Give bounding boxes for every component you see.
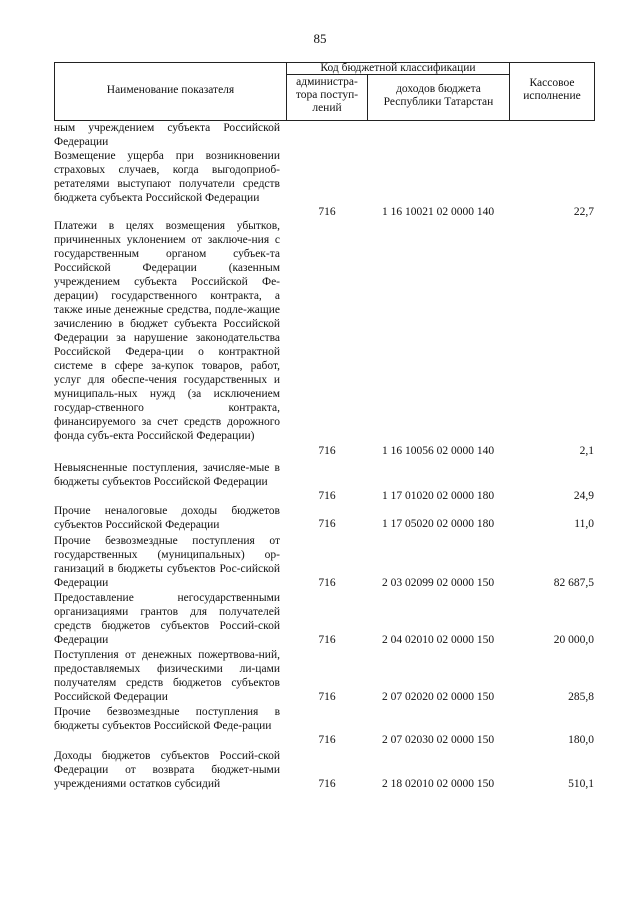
header-group-label: Код бюджетной классификации <box>320 62 476 74</box>
row-amount: 82 687,5 <box>553 577 594 589</box>
header-income-line: доходов бюджета <box>396 83 481 95</box>
header-right-border <box>594 62 595 120</box>
header-admin-column <box>287 76 367 115</box>
row-admin-code: 716 <box>318 734 336 746</box>
row-budget-code: 2 07 02030 02 0000 150 <box>381 734 495 746</box>
row-name: ным учреждением субъекта Российской Федерации <box>54 122 280 148</box>
row-name: Невыясненные поступления, зачисляе-мые в бюджеты субъектов Российской Федерации <box>54 462 280 488</box>
header-admin-line: администра- <box>296 76 358 88</box>
row-name: Предоставление негосударственными организациями грантов для получателей средств бюджетов субъектов Россий-ской Федерации <box>54 592 280 646</box>
row-admin-code: 716 <box>318 778 336 790</box>
row-name: Прочие безвозмездные поступления в бюджеты субъектов Российской Феде-рации <box>54 706 280 732</box>
row-amount: 2,1 <box>579 445 594 457</box>
row-name: Возмещение ущерба при возникновении страховых случаев, когда выгодоприоб-ретателями выступают получатели средств бюджета субъекта Российской Федерации <box>54 150 280 204</box>
row-budget-code: 1 16 10056 02 0000 140 <box>381 445 495 457</box>
row-admin-code: 716 <box>318 445 336 457</box>
header-amount-column <box>510 77 594 103</box>
row-amount: 180,0 <box>568 734 594 746</box>
row-budget-code: 2 07 02020 02 0000 150 <box>381 691 495 703</box>
row-admin-code: 716 <box>318 206 336 218</box>
header-amount-line: Кассовое <box>529 77 575 89</box>
row-name: Платежи в целях возмещения убытков, причиненных уклонением от заключе-ния с государственным органом субъек-та Российской Федерации (казенным учреждением субъекта Российской Фе-дерации) государственного контракта, а также иные денежные средства, подле-жащие зачислению в бюджет субъекта Российской Федерации за нарушение законодательства Российской Федера-ции о контрактной системе в сфере за-купок товаров, работ, услуг для обеспе-чения государственных и муниципаль-ных нужд (за исключением государ-ственного контракта, финансируемого за счет средств дорожного фонда субъ-екта Российской Федерации) <box>54 220 280 442</box>
row-budget-code: 2 03 02099 02 0000 150 <box>381 577 495 589</box>
row-amount: 20 000,0 <box>553 634 594 646</box>
row-name: Прочие неналоговые доходы бюджетов субъектов Российской Федерации <box>54 505 280 531</box>
page-number: 85 <box>313 31 327 46</box>
header-admin-line: лений <box>312 102 342 114</box>
header-income-column <box>368 83 509 109</box>
row-amount: 285,8 <box>568 691 594 703</box>
row-admin-code: 716 <box>318 691 336 703</box>
row-admin-code: 716 <box>318 518 336 530</box>
row-admin-code: 716 <box>318 634 336 646</box>
row-budget-code: 2 18 02010 02 0000 150 <box>381 778 495 790</box>
row-amount: 510,1 <box>568 778 594 790</box>
header-amount-line: исполнение <box>523 90 581 102</box>
row-amount: 11,0 <box>574 518 594 530</box>
row-budget-code: 1 17 05020 02 0000 180 <box>381 518 495 530</box>
row-amount: 24,9 <box>573 490 594 502</box>
header-income-line: Республики Татарстан <box>383 96 494 108</box>
row-amount: 22,7 <box>573 206 594 218</box>
row-budget-code: 1 16 10021 02 0000 140 <box>381 206 495 218</box>
header-admin-line: тора поступ- <box>295 89 359 101</box>
row-admin-code: 716 <box>318 490 336 502</box>
row-name: Поступления от денежных пожертвова-ний, предоставляемых физическими ли-цами получателям средств бюджетов субъектов Российской Федерации <box>54 649 280 703</box>
row-admin-code: 716 <box>318 577 336 589</box>
row-budget-code: 2 04 02010 02 0000 150 <box>381 634 495 646</box>
header-name-column: Наименование показателя <box>106 84 235 96</box>
row-name: Доходы бюджетов субъектов Россий-ской Федерации от возврата бюджет-ными учреждениями остатков субсидий <box>54 750 280 790</box>
row-name: Прочие безвозмездные поступления от государственных (муниципальных) ор-ганизаций в бюджеты субъектов Рос-сийской Федерации <box>54 535 280 589</box>
row-budget-code: 1 17 01020 02 0000 180 <box>381 490 495 502</box>
